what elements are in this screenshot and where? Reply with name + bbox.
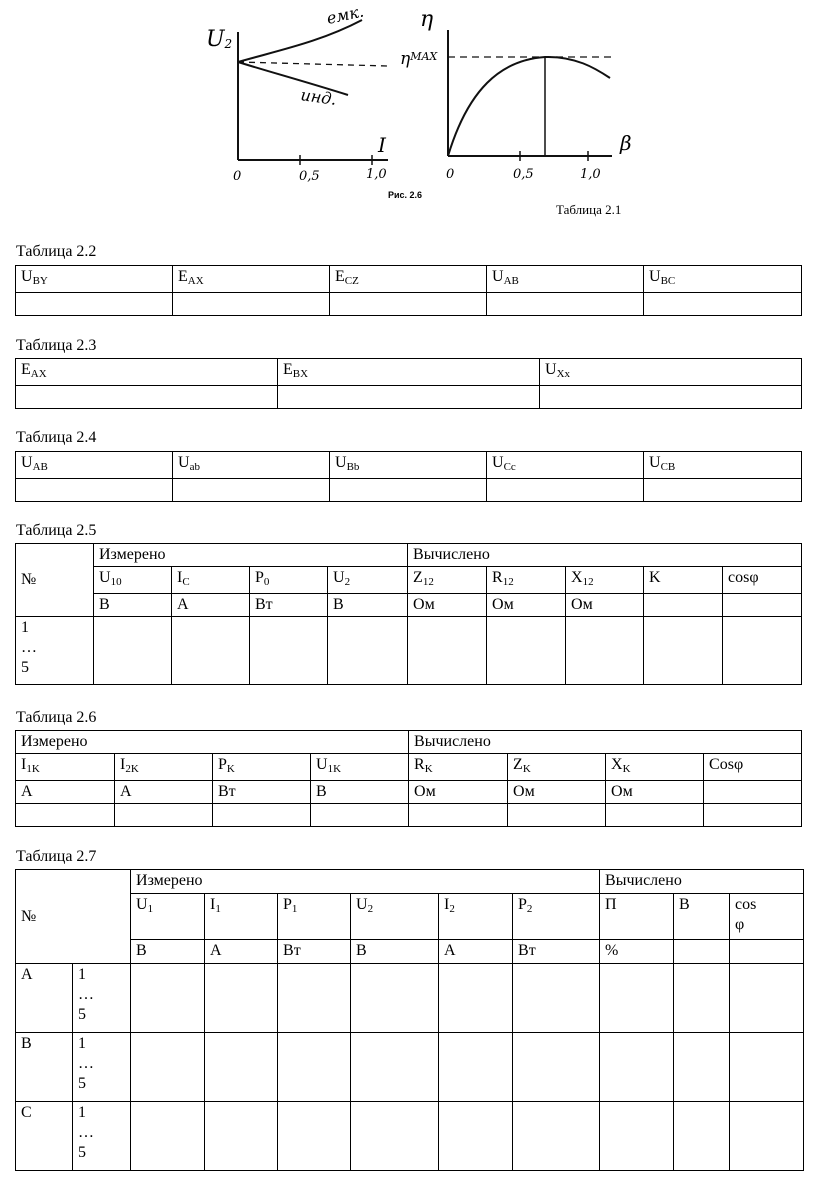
- right-x-label: β: [620, 131, 632, 155]
- empty-cell: [513, 964, 600, 1033]
- unit-cell: Ом: [409, 781, 508, 804]
- empty-cell: [351, 964, 439, 1033]
- unit-cell: Вт: [250, 594, 328, 617]
- header-cell: $R_K$: [409, 754, 508, 781]
- table-2-6: [15, 730, 802, 827]
- unit-cell: В: [131, 940, 205, 964]
- header-cell: $I_C$: [172, 567, 250, 594]
- empty-cell: [311, 804, 409, 827]
- header-cell: $X_K$: [606, 754, 704, 781]
- empty-cell: [278, 1033, 351, 1102]
- measured-header: Измерено: [131, 870, 600, 894]
- empty-cell: [674, 1102, 730, 1171]
- table-row: [16, 754, 802, 781]
- header-cell: $P_K$: [213, 754, 311, 781]
- right-graph: [448, 30, 612, 161]
- table-2-2-caption: Таблица 2.2: [16, 243, 97, 260]
- empty-cell: [115, 804, 213, 827]
- empty-cell: [408, 617, 487, 685]
- unit-cell: В: [351, 940, 439, 964]
- header-cell: $U_{ab}$: [173, 452, 330, 479]
- header-cell: cosφ: [723, 567, 802, 594]
- empty-cell: [328, 617, 408, 685]
- table-row: [16, 964, 804, 1033]
- right-efficiency-curve: [448, 57, 610, 156]
- row-range-cell: 1 … 5: [73, 1033, 131, 1102]
- header-cell: $E_{AX}$: [16, 359, 278, 386]
- empty-cell: [439, 1033, 513, 1102]
- empty-cell: [94, 617, 172, 685]
- empty-cell: [16, 386, 278, 409]
- eta-max-label: $\eta^{MAX}$: [400, 49, 438, 69]
- empty-cell: [330, 293, 487, 316]
- empty-cell: [704, 804, 802, 827]
- table-2-6-caption: Таблица 2.6: [16, 709, 97, 726]
- table-row: [16, 544, 802, 567]
- table-row: [16, 266, 802, 293]
- unit-cell: [644, 594, 723, 617]
- header-cell: $P_0$: [250, 567, 328, 594]
- group-label: A: [16, 964, 73, 1033]
- empty-cell: [600, 1102, 674, 1171]
- header-cell: K: [644, 567, 723, 594]
- right-tick-label-05: 0,5: [513, 167, 534, 182]
- left-tick-label-10: 1,0: [366, 167, 387, 182]
- empty-cell: [439, 1102, 513, 1171]
- table-row: [16, 1033, 804, 1102]
- empty-cell: [730, 1033, 804, 1102]
- header-cell: $I_{1K}$: [16, 754, 115, 781]
- empty-cell: [278, 964, 351, 1033]
- empty-cell: [173, 479, 330, 502]
- header-cell: $U_{BC}$: [644, 266, 802, 293]
- header-cell: $I_{2K}$: [115, 754, 213, 781]
- empty-cell: [730, 1102, 804, 1171]
- unit-cell: Ом: [606, 781, 704, 804]
- table-2-7: [15, 869, 804, 1171]
- measured-header: Измерено: [16, 731, 409, 754]
- table-row: [16, 781, 802, 804]
- table-row: [16, 617, 802, 685]
- empty-cell: [250, 617, 328, 685]
- unit-cell: Вт: [513, 940, 600, 964]
- header-cell: $U_{CB}$: [644, 452, 802, 479]
- empty-cell: [131, 1102, 205, 1171]
- measured-header: Измерено: [94, 544, 408, 567]
- unit-cell: [730, 940, 804, 964]
- table-row: [16, 293, 802, 316]
- row-range-cell: 1 … 5: [16, 617, 94, 685]
- empty-cell: [131, 1033, 205, 1102]
- empty-cell: [351, 1102, 439, 1171]
- empty-cell: [566, 617, 644, 685]
- unit-cell: Ом: [408, 594, 487, 617]
- right-y-label: η: [420, 7, 434, 32]
- table-row: [16, 567, 802, 594]
- table-row: [16, 359, 802, 386]
- unit-cell: А: [439, 940, 513, 964]
- unit-cell: Ом: [508, 781, 606, 804]
- empty-cell: [723, 617, 802, 685]
- left-tick-label-05: 0,5: [299, 169, 320, 184]
- left-curve-capacitive: [238, 20, 362, 62]
- table-2-1-caption: Таблица 2.1: [556, 202, 622, 217]
- empty-cell: [278, 1102, 351, 1171]
- unit-cell: [723, 594, 802, 617]
- header-cell: $Z_K$: [508, 754, 606, 781]
- header-cell: $U_{AB}$: [487, 266, 644, 293]
- unit-cell: А: [205, 940, 278, 964]
- empty-cell: [487, 617, 566, 685]
- header-cell: cos φ: [730, 894, 804, 940]
- table-2-3: [15, 358, 802, 409]
- figure-caption: Рис. 2.6: [388, 190, 423, 200]
- unit-cell: Ом: [487, 594, 566, 617]
- header-cell: $R_{12}$: [487, 567, 566, 594]
- left-y-label: U2: [206, 27, 233, 52]
- header-cell: $X_{12}$: [566, 567, 644, 594]
- empty-cell: [16, 804, 115, 827]
- header-cell: $I_2$: [439, 894, 513, 940]
- header-cell: $U_{1K}$: [311, 754, 409, 781]
- left-dashed-line: [238, 62, 388, 66]
- empty-cell: [205, 964, 278, 1033]
- empty-cell: [205, 1102, 278, 1171]
- header-cell: $E_{CZ}$: [330, 266, 487, 293]
- header-cell: $U_{Cc}$: [487, 452, 644, 479]
- header-cell: Cosφ: [704, 754, 802, 781]
- header-cell: $U_2$: [351, 894, 439, 940]
- unit-cell: Вт: [213, 781, 311, 804]
- computed-header: Вычислено: [408, 544, 802, 567]
- empty-cell: [644, 479, 802, 502]
- unit-cell: Ом: [566, 594, 644, 617]
- unit-cell: В: [328, 594, 408, 617]
- table-row: [16, 479, 802, 502]
- header-cell: В: [674, 894, 730, 940]
- empty-cell: [439, 964, 513, 1033]
- unit-cell: А: [172, 594, 250, 617]
- table-row: [16, 594, 802, 617]
- header-cell: $U_{10}$: [94, 567, 172, 594]
- right-tick-label-10: 1,0: [580, 167, 601, 182]
- table-row: [16, 870, 804, 894]
- row-range-cell: 1 … 5: [73, 964, 131, 1033]
- curve-label-capacitive: емк.: [324, 1, 366, 28]
- header-cell: $U_{AB}$: [16, 452, 173, 479]
- table-2-5-caption: Таблица 2.5: [16, 522, 97, 539]
- header-cell: $P_1$: [278, 894, 351, 940]
- empty-cell: [513, 1102, 600, 1171]
- header-cell: $U_{Xx}$: [540, 359, 802, 386]
- header-cell: $U_{BY}$: [16, 266, 173, 293]
- empty-cell: [487, 479, 644, 502]
- table-row: [16, 1102, 804, 1171]
- empty-cell: [16, 479, 173, 502]
- empty-cell: [330, 479, 487, 502]
- table-2-3-caption: Таблица 2.3: [16, 337, 97, 354]
- right-tick-label-0: 0: [446, 167, 455, 182]
- empty-cell: [213, 804, 311, 827]
- empty-cell: [674, 1033, 730, 1102]
- figure-2-6: [0, 0, 816, 230]
- table-2-4: [15, 451, 802, 502]
- computed-header: Вычислено: [409, 731, 802, 754]
- empty-cell: [173, 293, 330, 316]
- computed-header: Вычислено: [600, 870, 804, 894]
- unit-cell: %: [600, 940, 674, 964]
- empty-cell: [606, 804, 704, 827]
- table-2-4-caption: Таблица 2.4: [16, 429, 97, 446]
- empty-cell: [351, 1033, 439, 1102]
- header-cell: $U_{Bb}$: [330, 452, 487, 479]
- empty-cell: [205, 1033, 278, 1102]
- table-row: [16, 940, 804, 964]
- group-label: B: [16, 1033, 73, 1102]
- unit-cell: В: [311, 781, 409, 804]
- header-cell: П: [600, 894, 674, 940]
- unit-cell: [674, 940, 730, 964]
- left-x-label: I: [378, 133, 386, 157]
- table-row: [16, 894, 804, 940]
- group-label: C: [16, 1102, 73, 1171]
- unit-cell: А: [115, 781, 213, 804]
- empty-cell: [16, 293, 173, 316]
- table-row: [16, 804, 802, 827]
- empty-cell: [409, 804, 508, 827]
- empty-cell: [644, 617, 723, 685]
- table-row: [16, 386, 802, 409]
- empty-cell: [600, 964, 674, 1033]
- empty-cell: [508, 804, 606, 827]
- header-cell: $U_1$: [131, 894, 205, 940]
- empty-cell: [131, 964, 205, 1033]
- empty-cell: [278, 386, 540, 409]
- curve-label-inductive: инд.: [299, 85, 338, 109]
- number-header: №: [16, 870, 131, 964]
- header-cell: $Z_{12}$: [408, 567, 487, 594]
- header-cell: $E_{BX}$: [278, 359, 540, 386]
- unit-cell: [704, 781, 802, 804]
- header-cell: $P_2$: [513, 894, 600, 940]
- table-row: [16, 731, 802, 754]
- empty-cell: [172, 617, 250, 685]
- unit-cell: Вт: [278, 940, 351, 964]
- table-2-7-caption: Таблица 2.7: [16, 848, 97, 865]
- unit-cell: А: [16, 781, 115, 804]
- empty-cell: [730, 964, 804, 1033]
- row-range-cell: 1 … 5: [73, 1102, 131, 1171]
- empty-cell: [644, 293, 802, 316]
- header-cell: $E_{AX}$: [173, 266, 330, 293]
- unit-cell: В: [94, 594, 172, 617]
- table-row: [16, 452, 802, 479]
- header-cell: $U_2$: [328, 567, 408, 594]
- empty-cell: [674, 964, 730, 1033]
- table-2-2: [15, 265, 802, 316]
- empty-cell: [487, 293, 644, 316]
- number-header: №: [16, 544, 94, 617]
- table-2-5: [15, 543, 802, 685]
- empty-cell: [513, 1033, 600, 1102]
- header-cell: $I_1$: [205, 894, 278, 940]
- empty-cell: [540, 386, 802, 409]
- left-tick-label-0: 0: [233, 169, 242, 184]
- empty-cell: [600, 1033, 674, 1102]
